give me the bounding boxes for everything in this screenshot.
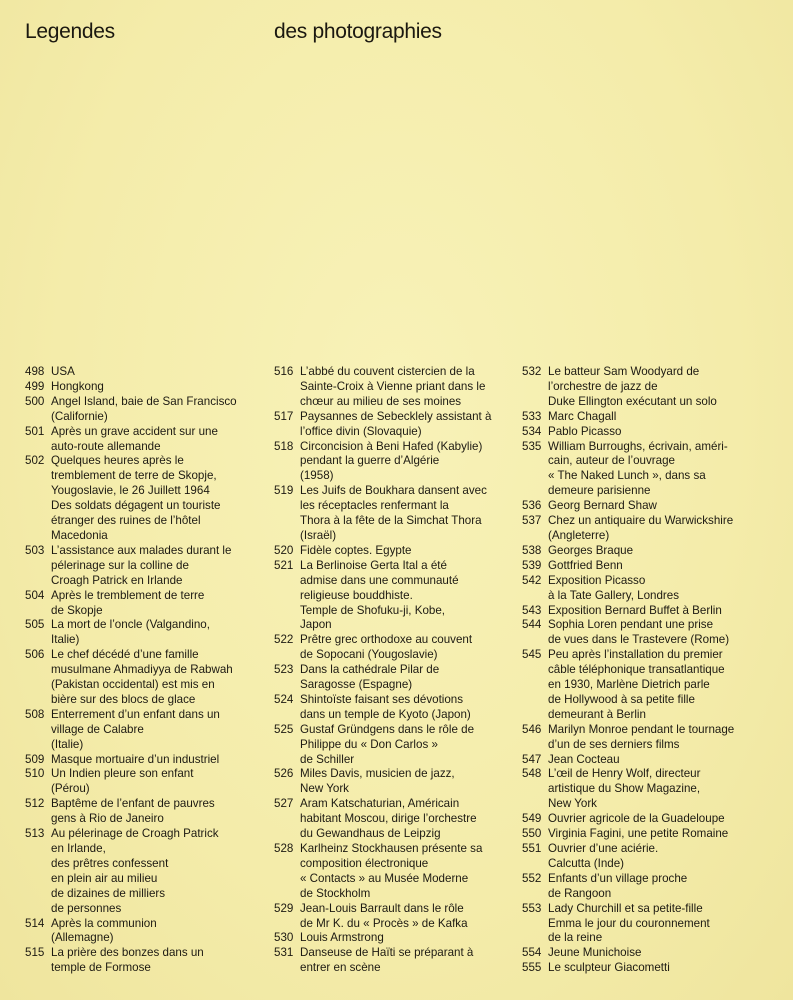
caption-entry (274, 723, 510, 768)
caption-entry (25, 648, 261, 708)
caption-number: 523 (274, 663, 294, 677)
caption-number: 515 (25, 946, 45, 960)
caption-entry (25, 753, 261, 768)
caption-entry (274, 663, 510, 693)
caption-entry (522, 440, 758, 500)
caption-text: La Berlinoise Gerta Ital a été admise dans une communauté religieuse bouddhiste. Temple de Shofuku-ji, Kobe, Japon (300, 558, 459, 632)
caption-number: 525 (274, 722, 294, 736)
caption-text: Fidèle coptes. Egypte (300, 543, 412, 557)
caption-text: Le sculpteur Giacometti (548, 961, 670, 975)
caption-text: Angel Island, baie de San Francisco (Californie) (51, 394, 237, 423)
caption-text: Shintoïste faisant ses dévotions dans un temple de Kyoto (Japon) (300, 692, 471, 721)
caption-number: 543 (522, 603, 542, 617)
caption-entry (274, 946, 510, 976)
caption-text: Masque mortuaire d’un industriel (51, 752, 220, 766)
caption-number: 528 (274, 842, 294, 855)
caption-number: 551 (522, 842, 542, 855)
caption-entry (522, 574, 758, 604)
caption-text: Pablo Picasso (548, 424, 622, 438)
caption-number: 547 (522, 752, 542, 766)
caption-entry (522, 723, 758, 753)
caption-text: Un Indien pleure son enfant (Pérou) (51, 767, 194, 796)
caption-number: 553 (522, 901, 542, 915)
caption-number: 542 (522, 573, 542, 587)
caption-entry (25, 797, 261, 827)
caption-entry (25, 589, 261, 619)
caption-number: 516 (274, 365, 294, 378)
caption-number: 548 (522, 767, 542, 781)
caption-entry (522, 514, 758, 544)
caption-entry (522, 812, 758, 827)
caption-entry (522, 544, 758, 559)
caption-number: 531 (274, 946, 294, 960)
caption-entry (274, 365, 510, 410)
caption-number: 536 (522, 499, 542, 513)
caption-number: 522 (274, 633, 294, 647)
caption-entry (25, 708, 261, 753)
caption-number: 532 (522, 365, 542, 378)
caption-entry (274, 410, 510, 440)
caption-entry (522, 425, 758, 440)
caption-text: Exposition Picasso à la Tate Gallery, Londres (548, 573, 680, 602)
caption-number: 505 (25, 618, 45, 632)
caption-number: 510 (25, 767, 45, 781)
caption-entry (25, 618, 261, 648)
caption-text: Paysannes de Sebecklely assistant à l’office divin (Slovaquie) (300, 409, 492, 438)
caption-number: 513 (25, 827, 45, 841)
caption-number: 517 (274, 409, 294, 423)
caption-text: Danseuse de Haïti se préparant à entrer en scène (300, 946, 474, 975)
caption-number: 529 (274, 901, 294, 915)
caption-entry (522, 872, 758, 902)
caption-entry (274, 440, 510, 485)
caption-entry (25, 425, 261, 455)
caption-text: Marc Chagall (548, 409, 617, 423)
caption-entry (25, 544, 261, 589)
caption-number: 501 (25, 424, 45, 438)
caption-number: 504 (25, 588, 45, 602)
caption-entry (25, 380, 261, 395)
caption-text: Enterrement d’un enfant dans un village de Calabre (Italie) (51, 707, 220, 751)
caption-text: USA (51, 365, 75, 378)
caption-entry (25, 767, 261, 797)
caption-entry (522, 961, 758, 976)
caption-number: 499 (25, 379, 45, 393)
caption-text: La mort de l’oncle (Valgandino, Italie) (51, 618, 210, 647)
page-subtitle: des photographies (274, 20, 442, 43)
caption-text: Exposition Bernard Buffet à Berlin (548, 603, 722, 617)
caption-entry (522, 559, 758, 574)
caption-number: 502 (25, 454, 45, 468)
caption-column-3 (522, 365, 758, 976)
caption-number: 524 (274, 692, 294, 706)
caption-number: 514 (25, 916, 45, 930)
caption-entry (274, 767, 510, 797)
caption-entry (274, 902, 510, 932)
caption-entry (274, 693, 510, 723)
caption-text: Enfants d’un village proche de Rangoon (548, 871, 688, 900)
caption-number: 545 (522, 648, 542, 662)
caption-entry (522, 827, 758, 842)
caption-number: 533 (522, 409, 542, 423)
caption-text: Louis Armstrong (300, 931, 384, 945)
caption-number: 518 (274, 439, 294, 453)
caption-number: 539 (522, 558, 542, 572)
caption-number: 520 (274, 543, 294, 557)
caption-number: 550 (522, 827, 542, 841)
caption-number: 538 (522, 543, 542, 557)
caption-text: Le chef décédé d’une famille musulmane Ahmadiyya de Rabwah (Pakistan occidental) est mis en bière sur des blocs de glace (51, 648, 233, 706)
caption-number: 526 (274, 767, 294, 781)
caption-text: Karlheinz Stockhausen présente sa composition électronique « Contacts » au Musée Moderne de Stockholm (300, 842, 483, 900)
caption-column-1 (25, 365, 261, 976)
caption-number: 530 (274, 931, 294, 945)
caption-text: Aram Katschaturian, Américain habitant Moscou, dirige l’orchestre du Gewandhaus de Leipzig (300, 797, 477, 841)
caption-entry (274, 797, 510, 842)
caption-entry (522, 648, 758, 723)
caption-number: 527 (274, 797, 294, 811)
caption-number: 534 (522, 424, 542, 438)
caption-text: Lady Churchill et sa petite-fille Emma le jour du couronnement de la reine (548, 901, 710, 945)
caption-entry (522, 767, 758, 812)
caption-text: Les Juifs de Boukhara dansent avec les réceptacles renfermant la Thora à la fête de la Simchat Thora (Israël) (300, 484, 487, 542)
caption-entry (522, 902, 758, 947)
page-title: Legendes (25, 20, 115, 43)
caption-text: Marilyn Monroe pendant le tournage d’un de ses derniers films (548, 722, 735, 751)
caption-text: Après le tremblement de terre de Skopje (51, 588, 205, 617)
caption-number: 537 (522, 514, 542, 528)
caption-entry (274, 559, 510, 634)
caption-entry (274, 484, 510, 544)
caption-text: Sophia Loren pendant une prise de vues dans le Trastevere (Rome) (548, 618, 730, 647)
caption-entry (25, 365, 261, 380)
caption-number: 519 (274, 484, 294, 498)
caption-text: Circoncision à Beni Hafed (Kabylie) pendant la guerre d’Algérie (1958) (300, 439, 483, 483)
caption-number: 506 (25, 648, 45, 662)
caption-entry (274, 931, 510, 946)
caption-number: 512 (25, 797, 45, 811)
caption-text: L’abbé du couvent cistercien de la Sainte-Croix à Vienne priant dans le chœur au milieu de ses moines (300, 365, 486, 408)
caption-number: 500 (25, 394, 45, 408)
caption-text: Prêtre grec orthodoxe au couvent de Sopocani (Yougoslavie) (300, 633, 473, 662)
caption-text: Chez un antiquaire du Warwickshire (Angleterre) (548, 514, 734, 542)
caption-text: Après la communion (Allemagne) (51, 916, 157, 945)
caption-text: L’œil de Henry Wolf, directeur artistique du Show Magazine, New York (548, 767, 701, 811)
caption-entry (25, 454, 261, 543)
caption-text: Miles Davis, musicien de jazz, New York (300, 767, 455, 796)
caption-number: 554 (522, 946, 542, 960)
caption-text: Le batteur Sam Woodyard de l’orchestre de jazz de Duke Ellington exécutant un solo (548, 365, 717, 408)
caption-entry (522, 618, 758, 648)
caption-text: Quelques heures après le tremblement de terre de Skopje, Yougoslavie, le 26 Juillett 1964 Des soldats dégagent un touriste étranger des ruines de l’hôtel Macedonia (51, 454, 221, 542)
caption-text: Georg Bernard Shaw (548, 499, 657, 513)
caption-entry (25, 827, 261, 916)
caption-entry (25, 395, 261, 425)
caption-number: 535 (522, 439, 542, 453)
caption-entry (522, 946, 758, 961)
caption-text: Hongkong (51, 379, 104, 393)
caption-text: Ouvrier agricole de la Guadeloupe (548, 812, 725, 826)
caption-entry (274, 633, 510, 663)
caption-text: Virginia Fagini, une petite Romaine (548, 827, 729, 841)
caption-column-2 (274, 365, 510, 976)
caption-text: William Burroughs, écrivain, améri- cain, auteur de l’ouvrage « The Naked Lunch », dans sa demeure parisienne (548, 439, 728, 498)
caption-text: Peu après l’installation du premier câble téléphonique transatlantique en 1930, Marlène Dietrich parle de Hollywood à sa petite fille demeurant à Berlin (548, 648, 725, 721)
caption-number: 508 (25, 707, 45, 721)
caption-text: Au pélerinage de Croagh Patrick en Irlande, des prêtres confessent en plein air au milieu de dizaines de milliers de personnes (51, 827, 219, 915)
caption-number: 544 (522, 618, 542, 632)
caption-entry (25, 917, 261, 947)
caption-number: 509 (25, 752, 45, 766)
caption-number: 552 (522, 871, 542, 885)
caption-text: Dans la cathédrale Pilar de Saragosse (Espagne) (300, 663, 440, 692)
caption-number: 555 (522, 961, 542, 975)
caption-text: Baptême de l’enfant de pauvres gens à Rio de Janeiro (51, 797, 215, 826)
caption-entry (522, 753, 758, 768)
caption-entry (274, 842, 510, 902)
caption-text: Gottfried Benn (548, 558, 623, 572)
caption-text: La prière des bonzes dans un temple de Formose (51, 946, 204, 975)
caption-entry (25, 946, 261, 976)
caption-text: Après un grave accident sur une auto-route allemande (51, 424, 218, 453)
caption-entry (522, 842, 758, 872)
caption-text: Jean-Louis Barrault dans le rôle de Mr K. du « Procès » de Kafka (300, 901, 468, 930)
caption-number: 498 (25, 365, 45, 378)
caption-number: 503 (25, 543, 45, 557)
caption-text: Jean Cocteau (548, 752, 620, 766)
caption-number: 549 (522, 812, 542, 826)
caption-text: L’assistance aux malades durant le pélerinage sur la colline de Croagh Patrick en Irlande (51, 543, 232, 587)
caption-text: Ouvrier d’une aciérie. Calcutta (Inde) (548, 842, 659, 870)
caption-text: Jeune Munichoise (548, 946, 642, 960)
caption-entry (522, 365, 758, 410)
caption-entry (274, 544, 510, 559)
caption-entry (522, 499, 758, 514)
caption-number: 521 (274, 558, 294, 572)
caption-number: 546 (522, 722, 542, 736)
caption-text: Gustaf Gründgens dans le rôle de Philippe du « Don Carlos » de Schiller (300, 722, 475, 766)
caption-entry (522, 410, 758, 425)
caption-text: Georges Braque (548, 543, 634, 557)
caption-entry (522, 604, 758, 619)
